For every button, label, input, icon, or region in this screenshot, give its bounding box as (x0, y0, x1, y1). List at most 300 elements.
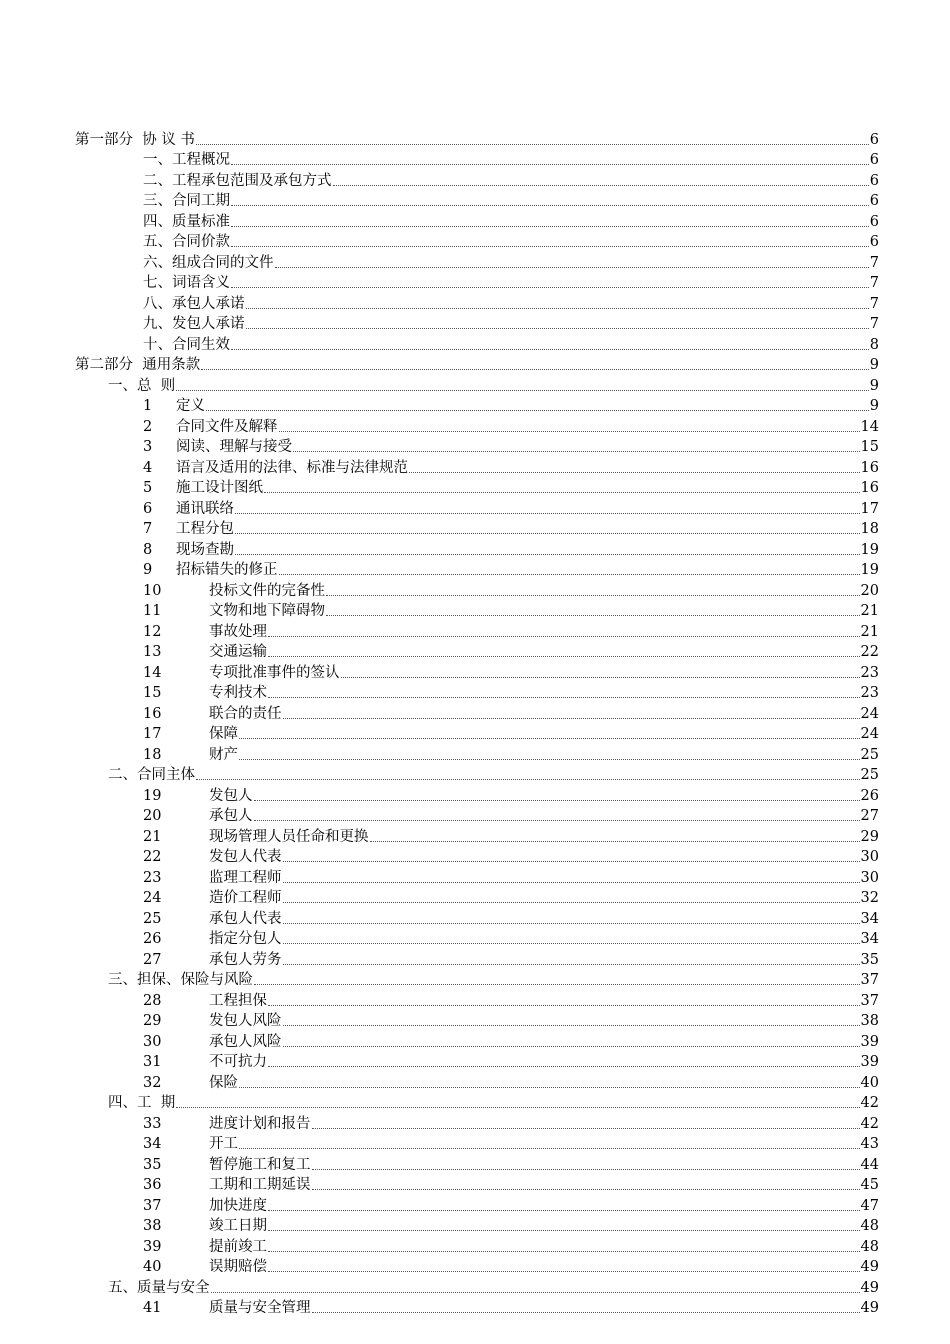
toc-entry[interactable] (0, 210, 950, 231)
toc-entry-title-group (143, 1177, 311, 1194)
toc-entry-title-group (143, 1054, 267, 1071)
toc-entry-title: 开工 (209, 1136, 238, 1152)
toc-entry-title-group (143, 1075, 238, 1092)
toc-entry-number: 37 (143, 1197, 162, 1214)
toc-entry-number: 17 (143, 726, 162, 742)
toc-entry-title-group (143, 624, 267, 641)
toc-page-number: 43 (860, 1136, 879, 1152)
toc-entry-title-group (143, 644, 267, 661)
toc-entry-title: 承包人劳务 (209, 951, 282, 968)
toc-leader-dots (312, 1127, 860, 1129)
toc-leader-dots (201, 368, 869, 370)
toc-entry[interactable] (0, 928, 950, 949)
toc-leader-dots (326, 614, 860, 616)
toc-entry-number: 10 (143, 582, 162, 599)
toc-entry-title: 三、合同工期 (143, 193, 230, 209)
toc-entry[interactable] (0, 251, 950, 272)
toc-entry-title-group (75, 132, 195, 149)
toc-leader-dots (333, 184, 869, 186)
toc-entry-title: 招标错失的修正 (176, 562, 278, 578)
toc-leader-dots (283, 942, 860, 944)
toc-page-number: 6 (869, 131, 879, 148)
toc-entry-number: 28 (143, 992, 162, 1009)
toc-entry[interactable] (0, 354, 950, 375)
toc-entry-title-group (143, 419, 278, 436)
toc-leader-dots (239, 737, 860, 739)
toc-entry-title: 联合的责任 (209, 705, 282, 722)
toc-entry-title-group (143, 1157, 311, 1174)
toc-entry-title: 四、质量标准 (143, 213, 230, 230)
toc-leader-dots (239, 758, 860, 760)
toc-entry[interactable] (0, 292, 950, 313)
toc-entry-title: 五、质量与安全 (108, 1279, 210, 1296)
toc-entry-title-group (108, 767, 195, 784)
toc-leader-dots (246, 307, 869, 309)
toc-entry-title: 质量与安全管理 (209, 1300, 311, 1316)
toc-entry-title: 指定分包人 (209, 931, 282, 947)
toc-entry-number: 30 (143, 1033, 162, 1050)
toc-page-number: 6 (869, 213, 879, 230)
toc-entry-number: 23 (143, 869, 162, 886)
toc-page-number: 42 (860, 1115, 879, 1132)
table-of-contents (0, 128, 950, 1317)
toc-entry-title: 现场查勘 (176, 541, 234, 558)
toc-entry-title-group (143, 542, 234, 559)
toc-leader-dots (268, 696, 860, 698)
toc-entry[interactable] (0, 1174, 950, 1195)
toc-leader-dots (231, 163, 869, 165)
toc-entry-title: 文物和地下障碍物 (209, 603, 325, 619)
toc-entry[interactable] (0, 1235, 950, 1256)
toc-leader-dots (283, 1045, 860, 1047)
toc-page-number: 37 (860, 992, 879, 1009)
toc-page-number: 24 (860, 726, 879, 742)
toc-entry-title: 进度计划和报告 (209, 1115, 311, 1132)
toc-entry-title-group (143, 439, 292, 456)
toc-page-number: 47 (860, 1197, 879, 1214)
toc-entry-title: 工程分包 (176, 521, 234, 537)
toc-entry-title-group (143, 460, 408, 477)
toc-entry[interactable] (0, 149, 950, 170)
toc-leader-dots (370, 840, 860, 842)
toc-entry-title: 暂停施工和复工 (209, 1156, 311, 1173)
toc-entry-title-group (143, 1239, 267, 1256)
toc-entry[interactable] (0, 805, 950, 826)
toc-entry-number: 40 (143, 1259, 162, 1275)
toc-entry-number: 15 (143, 685, 162, 701)
toc-entry-title-group (108, 1280, 210, 1297)
toc-leader-dots (312, 1188, 860, 1190)
toc-entry-title: 事故处理 (209, 623, 267, 640)
toc-entry[interactable] (0, 1133, 950, 1154)
toc-entry-title: 发包人代表 (209, 849, 282, 865)
toc-leader-dots (283, 860, 860, 862)
toc-page-number: 7 (869, 295, 879, 312)
toc-leader-dots (239, 1147, 860, 1149)
toc-leader-dots (231, 225, 869, 227)
toc-entry-title: 发包人 (209, 787, 253, 804)
toc-leader-dots (239, 1086, 860, 1088)
toc-entry-title-group (143, 337, 230, 354)
toc-entry[interactable] (0, 702, 950, 723)
toc-entry-number: 6 (143, 500, 153, 517)
toc-entry-title: 四、工 期 (108, 1095, 176, 1111)
toc-page-number: 40 (860, 1074, 879, 1091)
toc-entry-title-group (143, 726, 238, 743)
toc-leader-dots (231, 348, 869, 350)
toc-leader-dots (176, 389, 869, 391)
toc-entry-title-group (108, 1095, 175, 1112)
toc-leader-dots (268, 1209, 860, 1211)
toc-entry-title: 六、组成合同的文件 (143, 254, 274, 271)
toc-entry-title-group (143, 173, 332, 190)
toc-entry[interactable] (0, 948, 950, 969)
toc-leader-dots (235, 532, 860, 534)
toc-entry-title: 七、词语含义 (143, 275, 230, 291)
toc-entry[interactable] (0, 907, 950, 928)
toc-page-number: 7 (869, 254, 879, 271)
toc-leader-dots (196, 778, 860, 780)
toc-leader-dots (312, 1311, 860, 1313)
toc-entry[interactable] (0, 989, 950, 1010)
toc-entry-title-group (143, 829, 369, 846)
toc-entry[interactable] (0, 333, 950, 354)
toc-entry[interactable] (0, 784, 950, 805)
toc-page-number: 9 (869, 357, 879, 373)
toc-entry-number: 9 (143, 562, 153, 578)
toc-entry[interactable] (0, 415, 950, 436)
toc-entry-title: 语言及适用的法律、标准与法律规范 (176, 459, 408, 476)
toc-entry-title: 交通运输 (209, 644, 267, 660)
toc-entry-title-group (143, 398, 205, 415)
toc-entry-number: 3 (143, 439, 153, 455)
toc-leader-dots (293, 450, 860, 452)
toc-entry-number: 35 (143, 1156, 162, 1173)
toc-entry[interactable] (0, 559, 950, 580)
toc-entry-title-group (143, 1218, 267, 1235)
toc-entry-number: 29 (143, 1013, 162, 1029)
toc-entry[interactable] (0, 169, 950, 190)
toc-entry[interactable] (0, 1276, 950, 1297)
toc-entry[interactable] (0, 846, 950, 867)
toc-entry-title-group (143, 316, 245, 333)
toc-entry-title: 发包人风险 (209, 1013, 282, 1029)
toc-entry-title: 监理工程师 (209, 869, 282, 886)
toc-entry[interactable] (0, 477, 950, 498)
toc-entry[interactable] (0, 436, 950, 457)
toc-entry-number: 2 (143, 418, 153, 435)
toc-entry-title: 八、承包人承诺 (143, 295, 245, 312)
toc-entry[interactable] (0, 1051, 950, 1072)
toc-entry-title-group (143, 480, 263, 497)
toc-entry-title: 现场管理人员任命和更换 (209, 828, 369, 845)
toc-entry[interactable] (0, 825, 950, 846)
toc-page-number: 38 (860, 1013, 879, 1029)
toc-page-number: 30 (860, 849, 879, 865)
toc-page-number: 26 (860, 787, 879, 804)
toc-entry[interactable] (0, 1030, 950, 1051)
toc-entry-title: 竣工日期 (209, 1218, 267, 1234)
toc-entry-number: 24 (143, 890, 162, 906)
toc-leader-dots (409, 471, 860, 473)
toc-entry-number: 25 (143, 910, 162, 927)
toc-entry-title-group (143, 706, 282, 723)
toc-entry-title-group (143, 993, 267, 1010)
toc-entry-title: 投标文件的完备性 (209, 582, 325, 599)
toc-page-number: 30 (860, 869, 879, 886)
toc-entry[interactable] (0, 1194, 950, 1215)
toc-page-number: 9 (869, 377, 879, 394)
toc-entry-title: 通讯联络 (176, 500, 234, 517)
toc-entry-title-group (143, 275, 230, 292)
toc-entry-title-group (75, 357, 200, 374)
toc-leader-dots (268, 1270, 860, 1272)
toc-leader-dots (254, 819, 860, 821)
toc-page-number: 22 (860, 644, 879, 660)
toc-entry-title-group (143, 1116, 311, 1133)
toc-page-number: 9 (869, 398, 879, 414)
toc-page-number: 19 (860, 562, 879, 578)
toc-leader-dots (283, 922, 860, 924)
toc-entry-title: 三、担保、保险与风险 (108, 972, 253, 988)
toc-entry-title-group (143, 255, 274, 272)
toc-leader-dots (283, 717, 860, 719)
toc-entry-title: 工程担保 (209, 992, 267, 1009)
toc-entry-title-group (143, 1259, 267, 1276)
toc-leader-dots (283, 901, 860, 903)
toc-entry-title-group (143, 152, 230, 169)
toc-entry-title-group (143, 562, 278, 579)
toc-entry[interactable] (0, 579, 950, 600)
toc-entry-number: 38 (143, 1218, 162, 1234)
toc-page-number: 29 (860, 828, 879, 845)
toc-leader-dots (264, 491, 860, 493)
toc-page-number: 23 (860, 685, 879, 701)
toc-entry[interactable] (0, 518, 950, 539)
toc-leader-dots (268, 1229, 860, 1231)
toc-leader-dots (326, 594, 860, 596)
toc-entry-title-group (143, 1013, 282, 1030)
toc-entry-number: 5 (143, 480, 153, 496)
toc-page-number: 20 (860, 582, 879, 599)
toc-entry-title: 五、合同价款 (143, 234, 230, 250)
toc-page-number: 49 (860, 1259, 879, 1275)
toc-entry-title: 承包人代表 (209, 910, 282, 927)
toc-entry-number: 19 (143, 787, 162, 804)
toc-entry-title: 财产 (209, 746, 238, 763)
toc-entry[interactable] (0, 682, 950, 703)
toc-leader-dots (268, 1004, 860, 1006)
toc-entry-number: 41 (143, 1300, 162, 1316)
toc-entry-number: 14 (143, 664, 162, 681)
toc-entry[interactable] (0, 231, 950, 252)
toc-entry-title: 加快进度 (209, 1197, 267, 1214)
toc-entry-title-group (143, 685, 267, 702)
toc-entry[interactable] (0, 1256, 950, 1277)
toc-entry[interactable] (0, 866, 950, 887)
toc-entry-title: 保障 (209, 726, 238, 742)
toc-entry[interactable] (0, 1092, 950, 1113)
toc-leader-dots (176, 1106, 859, 1108)
toc-page-number: 23 (860, 664, 879, 681)
toc-entry-title-group (143, 870, 282, 887)
toc-entry-number: 7 (143, 521, 153, 537)
toc-page-number: 48 (860, 1218, 879, 1234)
toc-entry[interactable] (0, 723, 950, 744)
toc-entry-title: 十、合同生效 (143, 336, 230, 353)
toc-page-number: 17 (860, 500, 879, 517)
toc-entry-title: 保险 (209, 1074, 238, 1091)
toc-entry-title-group (143, 603, 325, 620)
toc-entry-title: 工期和工期延误 (209, 1177, 311, 1193)
toc-entry[interactable] (0, 743, 950, 764)
toc-entry[interactable] (0, 1215, 950, 1236)
toc-page-number: 19 (860, 541, 879, 558)
toc-entry-title-group (108, 972, 253, 989)
toc-entry-title-group (143, 583, 325, 600)
toc-entry[interactable] (0, 538, 950, 559)
toc-leader-dots (196, 143, 869, 145)
toc-page-number: 14 (860, 418, 879, 435)
toc-leader-dots (283, 963, 860, 965)
toc-page-number: 37 (860, 972, 879, 988)
toc-entry[interactable] (0, 190, 950, 211)
toc-entry[interactable] (0, 497, 950, 518)
toc-page-number: 49 (860, 1300, 879, 1316)
toc-entry-title-group (143, 911, 282, 928)
toc-entry-title: 第二部分 通用条款 (75, 357, 201, 373)
toc-entry-number: 1 (143, 398, 153, 414)
toc-leader-dots (235, 512, 860, 514)
toc-entry-number: 8 (143, 541, 153, 558)
toc-entry-number: 33 (143, 1115, 162, 1132)
toc-entry[interactable] (0, 1297, 950, 1318)
toc-entry-number: 16 (143, 705, 162, 722)
toc-leader-dots (206, 409, 869, 411)
toc-entry-title: 专项批准事件的签认 (209, 664, 340, 681)
toc-page-number: 44 (860, 1156, 879, 1173)
toc-leader-dots (268, 635, 860, 637)
toc-entry[interactable] (0, 620, 950, 641)
toc-entry-title: 一、工程概况 (143, 152, 230, 168)
toc-page-number: 45 (860, 1177, 879, 1193)
toc-entry[interactable] (0, 395, 950, 416)
toc-entry-number: 27 (143, 951, 162, 968)
toc-entry[interactable] (0, 641, 950, 662)
toc-page-number: 16 (860, 480, 879, 496)
toc-entry[interactable] (0, 1112, 950, 1133)
toc-entry-title-group (143, 849, 282, 866)
toc-page-number: 15 (860, 439, 879, 455)
toc-entry-title-group (143, 788, 253, 805)
toc-page-number: 7 (869, 316, 879, 332)
toc-page-number: 34 (860, 931, 879, 947)
toc-entry-title: 承包人风险 (209, 1033, 282, 1050)
toc-entry-title-group (143, 1136, 238, 1153)
toc-entry-number: 21 (143, 828, 162, 845)
toc-entry-title: 定义 (176, 398, 205, 414)
toc-leader-dots (341, 676, 860, 678)
toc-entry-number: 26 (143, 931, 162, 947)
toc-page-number: 6 (869, 172, 879, 189)
toc-entry[interactable] (0, 764, 950, 785)
toc-page-number: 35 (860, 951, 879, 968)
toc-entry-number: 32 (143, 1074, 162, 1091)
toc-entry-title: 提前竣工 (209, 1238, 267, 1255)
toc-entry[interactable] (0, 887, 950, 908)
toc-page-number: 8 (869, 336, 879, 353)
toc-entry-title-group (143, 890, 282, 907)
toc-entry[interactable] (0, 313, 950, 334)
toc-leader-dots (275, 266, 869, 268)
toc-entry-number: 39 (143, 1238, 162, 1255)
toc-page-number: 6 (869, 234, 879, 250)
toc-leader-dots (312, 1168, 860, 1170)
toc-entry-number: 4 (143, 459, 153, 476)
toc-leader-dots (254, 983, 860, 985)
toc-entry[interactable] (0, 969, 950, 990)
toc-entry[interactable] (0, 456, 950, 477)
toc-leader-dots (268, 655, 860, 657)
toc-entry-title-group (143, 501, 234, 518)
toc-entry-title: 二、工程承包范围及承包方式 (143, 172, 332, 189)
toc-page-number: 39 (860, 1033, 879, 1050)
toc-page-number: 6 (869, 193, 879, 209)
toc-entry-title-group (143, 296, 245, 313)
toc-entry[interactable] (0, 128, 950, 149)
toc-entry-title: 造价工程师 (209, 890, 282, 906)
toc-leader-dots (268, 1250, 860, 1252)
toc-leader-dots (268, 1065, 860, 1067)
toc-page-number: 42 (860, 1095, 879, 1111)
toc-entry-title-group (108, 378, 175, 395)
toc-entry[interactable] (0, 272, 950, 293)
toc-entry-title-group (143, 747, 238, 764)
toc-entry-title: 一、总 则 (108, 377, 176, 394)
toc-entry-title-group (143, 1034, 282, 1051)
toc-entry-title: 九、发包人承诺 (143, 316, 245, 332)
toc-page-number: 7 (869, 275, 879, 291)
toc-entry-number: 22 (143, 849, 162, 865)
toc-page-number: 25 (860, 746, 879, 763)
toc-leader-dots (231, 286, 869, 288)
toc-entry[interactable] (0, 600, 950, 621)
toc-entry-title-group (143, 1198, 267, 1215)
toc-page-number: 32 (860, 890, 879, 906)
toc-entry-number: 20 (143, 808, 162, 824)
toc-entry-title-group (143, 808, 253, 825)
toc-entry-number: 12 (143, 623, 162, 640)
toc-entry-number: 18 (143, 746, 162, 763)
toc-page-number: 18 (860, 521, 879, 537)
toc-page-number: 16 (860, 459, 879, 476)
toc-entry-number: 31 (143, 1054, 162, 1070)
toc-entry-title: 二、合同主体 (108, 767, 195, 783)
toc-entry-title: 专利技术 (209, 685, 267, 701)
toc-entry[interactable] (0, 374, 950, 395)
toc-entry[interactable] (0, 1071, 950, 1092)
toc-page-number: 25 (860, 767, 879, 783)
toc-entry-title-group (143, 193, 230, 210)
toc-entry[interactable] (0, 661, 950, 682)
toc-leader-dots (235, 553, 860, 555)
toc-entry-title-group (143, 1300, 311, 1317)
toc-page-number: 21 (860, 623, 879, 640)
toc-entry[interactable] (0, 1153, 950, 1174)
toc-entry[interactable] (0, 1010, 950, 1031)
toc-entry-title: 第一部分 协 议 书 (75, 131, 195, 148)
toc-entry-title: 合同文件及解释 (176, 418, 278, 435)
